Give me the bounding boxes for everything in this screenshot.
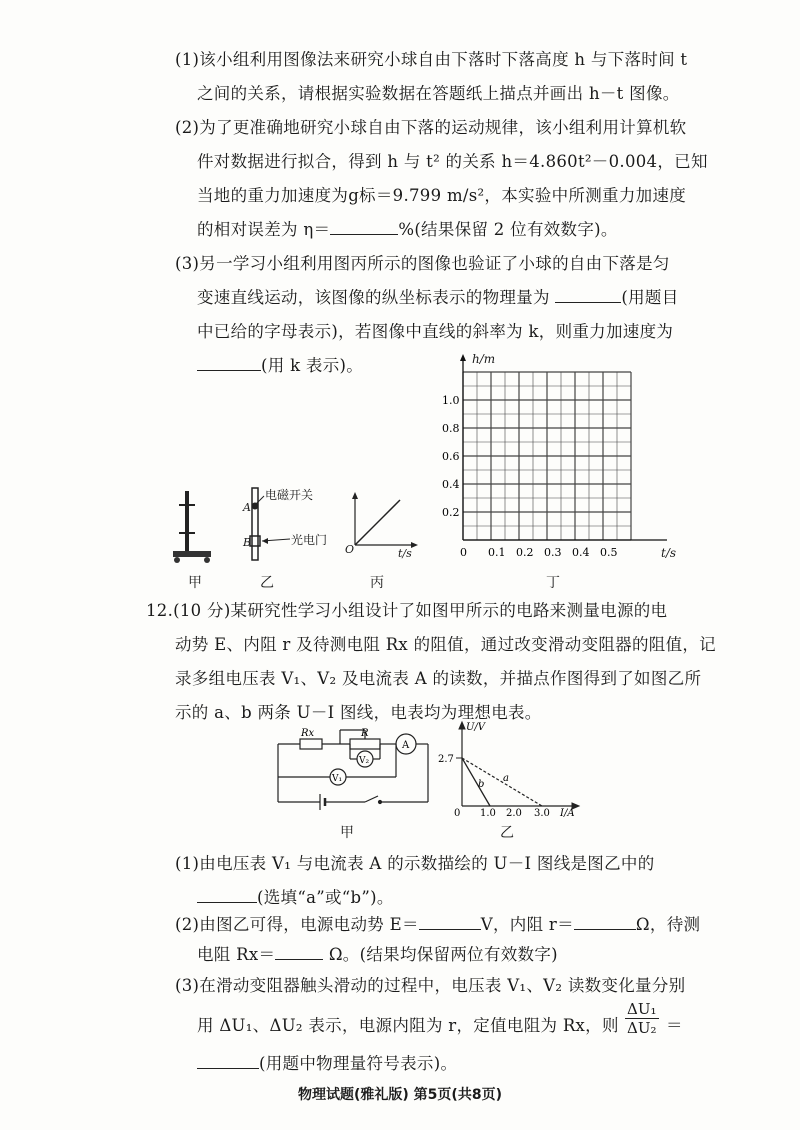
point-b-label: B	[243, 536, 252, 549]
relative-error-suffix: %(结果保留 2 位有效数字)。	[398, 220, 618, 239]
equals-sign: ＝	[666, 1016, 683, 1035]
q12-line3: 录多组电压表 V₁、V₂ 及电流表 A 的读数，并描点作图得到了如图乙所	[175, 669, 702, 688]
y-tick-label: 1.0	[442, 394, 460, 407]
y-tick-label: 0.8	[442, 422, 460, 435]
q12-sub3-line1: (3)在滑动变阻器触头滑动的过程中，电压表 V₁、V₂ 读数变化量分别	[175, 976, 686, 995]
q11-part1-line1: (1)该小组利用图像法来研究小球自由下落时下落高度 h 与下落时间 t	[175, 50, 688, 69]
rx-label: 电阻 Rx＝	[197, 945, 276, 964]
q12-sub3-line3	[197, 1050, 457, 1074]
figure-jia-stand	[165, 485, 215, 565]
y-tick-label: 0.6	[442, 450, 460, 463]
line-a-label: a	[503, 773, 509, 784]
ordinate-question-suffix: (用题目	[621, 288, 679, 307]
q11-part1-line2: 之间的关系，请根据实验数据在答题纸上描点并画出 h－t 图像。	[197, 84, 680, 103]
answer-blank	[275, 945, 323, 960]
answer-blank	[419, 915, 481, 930]
q12-sub2-line2	[197, 941, 558, 965]
answer-blank	[197, 888, 257, 903]
y-tick-label: 0.2	[442, 506, 460, 519]
q12-sub1-line1: (1)由电压表 V₁ 与电流表 A 的示数描绘的 U－I 图线是图乙中的	[175, 854, 655, 873]
unit-ohm-label: Ω，待测	[635, 915, 701, 934]
circuit-rx-label: Rx	[301, 728, 315, 739]
q12-line2: 动势 E、内阻 r 及待测电阻 Rx 的阻值，通过改变滑动变阻器的阻值，记	[175, 635, 716, 654]
q11-part2-line4	[197, 216, 618, 240]
graph-y-value: 2.7	[438, 754, 454, 765]
answer-blank	[574, 915, 636, 930]
ui-graph	[440, 718, 590, 818]
circuit-caption: 甲	[340, 825, 354, 841]
graph-x-tick: 3.0	[534, 808, 550, 819]
q11-part3-line2	[197, 284, 679, 308]
ding-y-axis-label: h/m	[472, 352, 496, 366]
graph-caption: 乙	[500, 825, 514, 841]
voltmeter-v1-label: V₁	[332, 774, 343, 784]
q11-part3-line4	[197, 352, 363, 376]
q11-part2-line3: 当地的重力加速度为g标＝9.799 m/s²，本实验中所测重力加速度	[197, 186, 687, 205]
ding-x-axis-label: t/s	[661, 546, 677, 560]
q12-sub3-line2: 用 ΔU₁、ΔU₂ 表示，电源内阻为 r，定值电阻为 Rx，则	[197, 1016, 619, 1035]
internal-r-label: V，内阻 r＝	[480, 915, 574, 934]
graph-origin: 0	[454, 808, 461, 819]
q12-sub1-line2	[197, 884, 394, 908]
fraction-numerator: ΔU₁	[627, 1000, 657, 1018]
answer-blank	[555, 288, 621, 303]
delta-u-fraction	[625, 1000, 659, 1037]
bing-origin-label: O	[345, 543, 355, 556]
figure-jia-caption: 甲	[188, 575, 202, 591]
point-a-label: A	[243, 501, 251, 514]
figure-bing-caption: 丙	[370, 575, 384, 591]
x-tick-label: 0	[460, 546, 467, 559]
q11-part3-line3: 中已给的字母表示)，若图像中直线的斜率为 k，则重力加速度为	[197, 322, 674, 341]
graph-y-axis-label: U/V	[466, 722, 486, 733]
x-tick-label: 0.5	[600, 546, 618, 559]
y-axis-arrow	[460, 354, 466, 361]
slope-question-suffix: (用 k 表示)。	[261, 356, 364, 375]
circuit-diagram	[270, 722, 440, 822]
rx-suffix: Ω。(结果均保留两位有效数字)	[328, 945, 558, 964]
ammeter-label: A	[402, 740, 410, 751]
bing-t-axis-label: t/s	[398, 547, 412, 560]
figure-ding-caption: 丁	[546, 575, 560, 591]
photogate-label: 光电门	[291, 533, 328, 547]
x-tick-label: 0.4	[572, 546, 590, 559]
switch-label: 电磁开关	[265, 488, 314, 502]
graph-x-tick: 1.0	[480, 808, 496, 819]
q11-part2-line2: 件对数据进行拟合，得到 h 与 t² 的关系 h＝4.860t²－0.004，已知	[197, 152, 708, 171]
x-tick-label: 0.2	[516, 546, 534, 559]
voltmeter-v2-label: V₂	[359, 756, 370, 766]
figure-yi-caption: 乙	[260, 575, 274, 591]
q12-line1: 12.(10 分)某研究性学习小组设计了如图甲所示的电路来测量电源的电	[146, 601, 668, 620]
y-tick-label: 0.4	[442, 478, 460, 491]
sub1-suffix: (选填“a”或“b”)。	[257, 888, 394, 907]
relative-error-label: 的相对误差为 η＝	[197, 220, 331, 239]
line-b-label: b	[478, 779, 485, 790]
q11-part3-line1: (3)另一学习小组利用图丙所示的图像也验证了小球的自由下落是匀	[175, 254, 670, 273]
page-footer: 物理试题(雅礼版) 第5页(共8页)	[298, 1087, 502, 1103]
emf-label: (2)由图乙可得，电源电动势 E＝	[175, 915, 419, 934]
figure-ding-grid	[436, 350, 686, 572]
x-tick-label: 0.1	[488, 546, 506, 559]
answer-blank	[330, 220, 398, 235]
ordinate-question: 变速直线运动，该图像的纵坐标表示的物理量为	[197, 288, 550, 307]
fraction-denominator: ΔU₂	[627, 1019, 657, 1037]
graph-x-tick: 2.0	[506, 808, 522, 819]
circuit-r-label: R	[361, 728, 369, 739]
q12-line4: 示的 a、b 两条 U－I 图线，电表均为理想电表。	[175, 703, 542, 722]
q12-sub2-line1	[175, 911, 700, 935]
x-tick-label: 0.3	[544, 546, 562, 559]
sub3-suffix: (用题中物理量符号表示)。	[259, 1054, 458, 1073]
graph-x-axis-label: I/A	[560, 808, 575, 819]
answer-blank	[197, 356, 261, 371]
q11-part2-line1: (2)为了更准确地研究小球自由下落的运动规律，该小组利用计算机软	[175, 118, 687, 137]
answer-blank	[197, 1054, 259, 1069]
